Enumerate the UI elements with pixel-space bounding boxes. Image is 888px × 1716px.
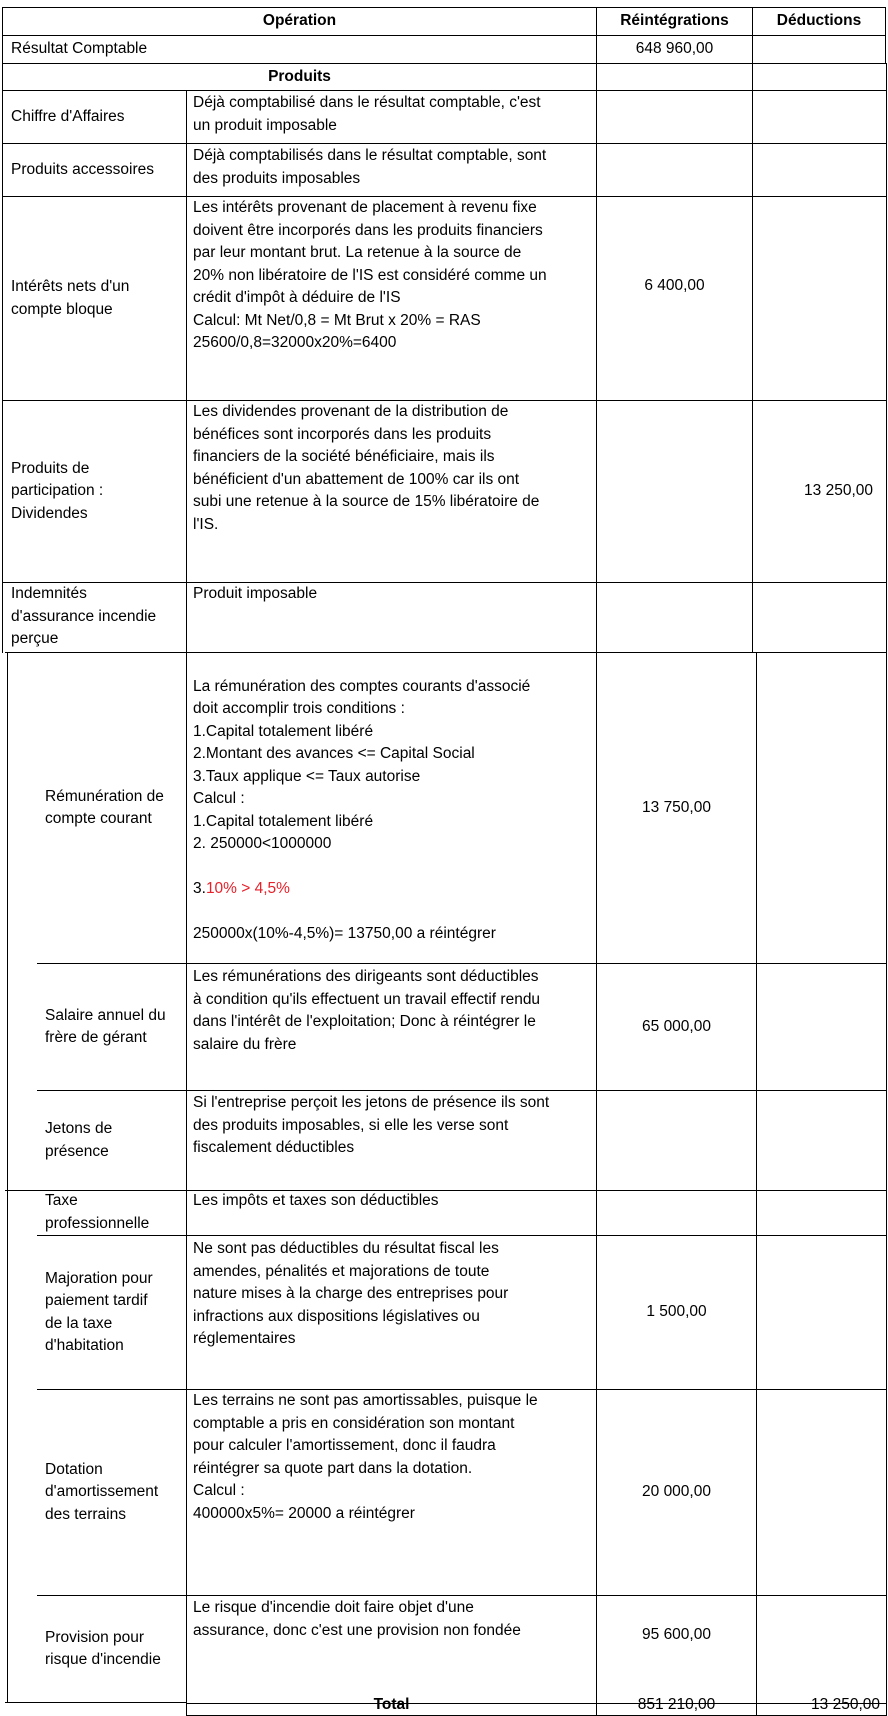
row-description-taxe: Les impôts et taxes son déductibles bbox=[193, 1192, 439, 1209]
remuneration-conditions-text: La rémunération des comptes courants d'associé doit accomplir trois conditions : 1.Capital totalement libéré 2.Montant des avances <= Capital Social 3.Taux applique <= Taux autorise Calcul : 1.Capital totalement libéré 2. 250000<1000000 bbox=[193, 677, 531, 852]
row-reintegration-dotation: 20 000,00 bbox=[642, 1483, 711, 1501]
row-deduction-dividendes: 13 250,00 bbox=[804, 481, 873, 499]
row-label-indemnites: Indemnités d'assurance incendie perçue bbox=[11, 585, 157, 647]
row-label-chiffre-affaires: Chiffre d'Affaires bbox=[11, 107, 125, 125]
condition-3-highlight: 10% > 4,5% bbox=[205, 880, 290, 897]
row-description-chiffre-affaires: Déjà comptabilisé dans le résultat comptable, c'est un produit imposable bbox=[193, 94, 541, 134]
grid-line bbox=[886, 63, 887, 1716]
grid-line bbox=[885, 7, 886, 64]
row-label-interets: Intérêts nets d'un compte bloque bbox=[11, 278, 130, 318]
resultat-label: Résultat Comptable bbox=[11, 40, 148, 58]
condition-3-number: 3. bbox=[193, 880, 206, 897]
total-label: Total bbox=[373, 1695, 410, 1713]
row-description-provision: Le risque d'incendie doit faire objet d'une assurance, donc c'est une provision non fondée bbox=[193, 1599, 521, 1639]
row-label-majoration: Majoration pour paiement tardif de la taxe d'habitation bbox=[45, 1269, 153, 1354]
remuneration-calculation: 250000x(10%-4,5%)= 13750,00 a réintégrer bbox=[193, 925, 496, 942]
row-reintegration-salaire: 65 000,00 bbox=[642, 1017, 711, 1035]
row-description-indemnites: Produit imposable bbox=[193, 585, 318, 602]
row-label-produits-accessoires: Produits accessoires bbox=[11, 160, 155, 178]
row-label-salaire: Salaire annuel du frère de gérant bbox=[45, 1006, 166, 1046]
row-description-dotation: Les terrains ne sont pas amortissables, puisque le comptable a pris en considération son montant pour calculer l'amortissement, donc il faudra réintégrer sa quote part dans la dotation. Calcul : 400000x5%= 20000 a réintégrer bbox=[193, 1392, 538, 1522]
row-reintegration-provision: 95 600,00 bbox=[642, 1625, 711, 1643]
row-description-interets: Les intérêts provenant de placement à revenu fixe doivent être incorporés dans les produits financiers par leur montant brut. La retenue à la source de 20% non libératoire de l'IS est considéré comme un crédit d'impôt à déduire de l'IS Calcul: Mt Net/0,8 = Mt Brut x 20% = RAS 25600/0,8=32000x20%=6400 bbox=[193, 199, 547, 351]
row-description-salaire: Les rémunérations des dirigeants sont déductibles à condition qu'ils effectuent un travail effectif rendu dans l'intérêt de l'exploitation; Donc à réintégrer le salaire du frère bbox=[193, 968, 541, 1053]
header-deductions: Déductions bbox=[776, 12, 862, 30]
row-description-jetons: Si l'entreprise perçoit les jetons de présence ils sont des produits imposables, si elle les verse sont fiscalement déductibles bbox=[193, 1094, 550, 1156]
row-label-taxe: Taxe professionnelle bbox=[45, 1192, 150, 1232]
grid-line bbox=[5, 1702, 186, 1703]
total-deduction: 13 250,00 bbox=[811, 1695, 880, 1713]
row-description-produits-accessoires: Déjà comptabilisés dans le résultat comptable, sont des produits imposables bbox=[193, 147, 547, 187]
section-produits: Produits bbox=[268, 67, 331, 85]
grid-line bbox=[7, 652, 8, 1703]
row-description-majoration: Ne sont pas déductibles du résultat fiscal les amendes, pénalités et majorations de toute nature mises à la charge des entreprises pour infractions aux dispositions législatives ou réglementaires bbox=[193, 1240, 509, 1347]
header-operation: Opération bbox=[262, 12, 337, 30]
total-reintegration: 851 210,00 bbox=[637, 1695, 716, 1713]
row-description-dividendes: Les dividendes provenant de la distribution de bénéfices sont incorporés dans les produits financiers de la société bénéficiaire, mais ils bénéficient d'un abattement de 100% car ils ont subi une retenue à la source de 15% libératoire de l'IS. bbox=[193, 403, 540, 533]
grid-line bbox=[756, 652, 757, 1716]
header-reintegrations: Réintégrations bbox=[620, 12, 729, 30]
row-reintegration-majoration: 1 500,00 bbox=[646, 1303, 707, 1321]
resultat-reintegration: 648 960,00 bbox=[635, 40, 714, 58]
row-reintegration-interets: 6 400,00 bbox=[644, 276, 705, 294]
row-label-provision: Provision pour risque d'incendie bbox=[45, 1628, 161, 1668]
row-label-jetons: Jetons de présence bbox=[45, 1120, 113, 1160]
remuneration-condition-3 bbox=[193, 878, 592, 901]
row-reintegration-remuneration: 13 750,00 bbox=[642, 798, 711, 816]
row-label-remuneration: Rémunération de compte courant bbox=[45, 787, 164, 827]
row-description-remuneration bbox=[187, 653, 596, 968]
row-label-dotation: Dotation d'amortissement des terrains bbox=[45, 1460, 159, 1523]
row-label-dividendes: Produits de participation : Dividendes bbox=[11, 459, 104, 522]
